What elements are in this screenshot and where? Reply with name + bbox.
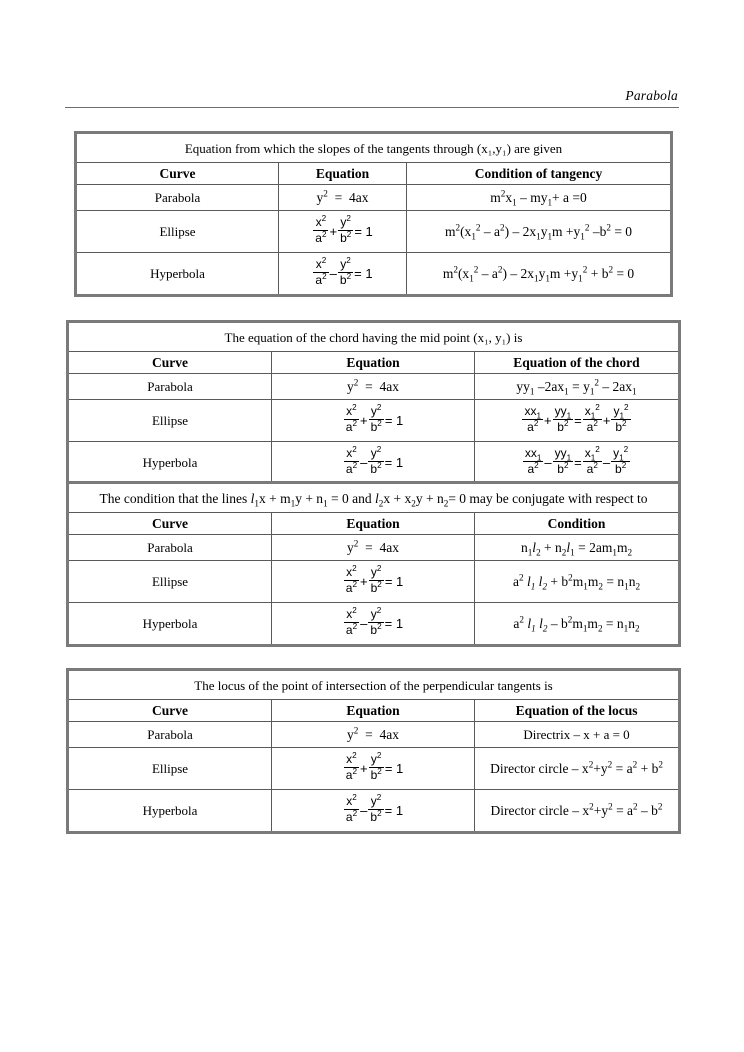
- curve-name-parabola: Parabola: [68, 535, 272, 561]
- table-header-row: [68, 352, 680, 374]
- column-header-chord: Equation of the chord: [475, 352, 680, 374]
- table-row: [76, 253, 672, 296]
- table-banner: The equation of the chord having the mid point (x₁, y₁) is: [68, 322, 680, 352]
- curve-name-hyperbola: Hyperbola: [68, 603, 272, 646]
- table-banner: The condition that the lines $l_1x + m_1y + n_1 = 0$ and $l_2x + x_2y + n_2= 0$ may be conjugate with respect to: [68, 483, 680, 513]
- curve-name-parabola: Parabola: [76, 185, 279, 211]
- chord-parabola: $yy_1$ $-2ax_1 = y_1^2 - 2ax_1$: [475, 374, 680, 400]
- perpendicular-tangents-locus-table: [66, 668, 681, 834]
- locus-hyperbola: Director circle – $x^2+y^2 = a^2 - b^2$: [475, 790, 680, 833]
- curve-name-hyperbola: Hyperbola: [68, 442, 272, 485]
- column-header-equation: Equation: [272, 513, 475, 535]
- equation-hyperbola: $\frac{x^2}{a^2}$ – $\frac{y^2}{b^2}$ = 1: [272, 790, 475, 833]
- curve-name-parabola: Parabola: [68, 722, 272, 748]
- table-banner-row: [76, 133, 672, 163]
- curve-name-ellipse: Ellipse: [76, 211, 279, 253]
- table-row: [68, 374, 680, 400]
- table-header-row: [68, 700, 680, 722]
- condition-hyperbola: $m^2(x_1^2 - a^2) - 2x_1y_1m +y_1^2 + b^2 = 0$: [407, 253, 672, 296]
- header-divider-rule: [65, 107, 679, 108]
- equation-hyperbola: $\frac{x^2}{a^2}$ – $\frac{y^2}{b^2}$ = 1: [272, 442, 475, 485]
- column-header-condition: Condition of tangency: [407, 163, 672, 185]
- equation-ellipse: $\frac{x^2}{a^2}$ + $\frac{y^2}{b^2}$ = 1: [272, 748, 475, 790]
- table-row: [76, 185, 672, 211]
- header-chapter-title: Parabola: [625, 88, 678, 103]
- condition-ellipse: $a^2$ $l_1$ $l_2 + b^2m_1m_2 = n_1n_2$: [475, 561, 680, 603]
- column-header-equation: Equation: [279, 163, 407, 185]
- condition-ellipse: $m^2(x_1^2 - a^2) - 2x_1y_1m +y_1^2$ $-b^2 = 0$: [407, 211, 672, 253]
- column-header-equation: Equation: [272, 700, 475, 722]
- equation-ellipse: $\frac{x^2}{a^2}$ + $\frac{y^2}{b^2}$ = 1: [272, 400, 475, 442]
- curve-name-ellipse: Ellipse: [68, 748, 272, 790]
- locus-ellipse: Director circle – $x^2+y^2 = a^2 + b^2$: [475, 748, 680, 790]
- table-banner-row: [68, 670, 680, 700]
- curve-name-parabola: Parabola: [68, 374, 272, 400]
- table-row: [68, 603, 680, 646]
- chord-ellipse: $\frac{xx_1}{a^2}$ + $\frac{yy_1}{b^2}$ = $\frac{x_1^2}{a^2}$ + $\frac{y_1^2}{b^2}$: [475, 400, 680, 442]
- tangent-slopes-table: [74, 131, 673, 297]
- table-banner: The locus of the point of intersection of the perpendicular tangents is: [68, 670, 680, 700]
- equation-parabola: $y^2 = 4ax$: [272, 535, 475, 561]
- column-header-locus: Equation of the locus: [475, 700, 680, 722]
- curve-name-hyperbola: Hyperbola: [68, 790, 272, 833]
- column-header-curve: Curve: [68, 700, 272, 722]
- column-header-equation: Equation: [272, 352, 475, 374]
- equation-ellipse: $\frac{x^2}{a^2}$ + $\frac{y^2}{b^2}$ = 1: [279, 211, 407, 253]
- equation-hyperbola: $\frac{x^2}{a^2}$ – $\frac{y^2}{b^2}$ = 1: [279, 253, 407, 296]
- table-row: [76, 211, 672, 253]
- curve-name-ellipse: Ellipse: [68, 561, 272, 603]
- locus-parabola: Directrix – x + a = 0: [475, 722, 680, 748]
- table-banner-row: [68, 483, 680, 513]
- chord-hyperbola: $\frac{xx_1}{a^2}$ – $\frac{yy_1}{b^2}$ = $\frac{x_1^2}{a^2}$ – $\frac{y_1^2}{b^2}$: [475, 442, 680, 485]
- condition-parabola: $m^2x_1 - my_1+ a =0$: [407, 185, 672, 211]
- table-header-row: [76, 163, 672, 185]
- table-row: [68, 442, 680, 485]
- table-banner-row: [68, 322, 680, 352]
- equation-parabola: $y^2 = 4ax$: [272, 374, 475, 400]
- table-row: [68, 748, 680, 790]
- table-row: [68, 535, 680, 561]
- table-header-row: [68, 513, 680, 535]
- equation-parabola: $y^2 = 4ax$: [279, 185, 407, 211]
- column-header-curve: Curve: [68, 513, 272, 535]
- equation-hyperbola: $\frac{x^2}{a^2}$ – $\frac{y^2}{b^2}$ = 1: [272, 603, 475, 646]
- column-header-curve: Curve: [68, 352, 272, 374]
- table-row: [68, 722, 680, 748]
- table-row: [68, 561, 680, 603]
- condition-hyperbola: $a^2$ $l_1$ $l_2 - b^2m_1m_2 = n_1n_2$: [475, 603, 680, 646]
- table-row: [68, 400, 680, 442]
- equation-parabola: $y^2 = 4ax$: [272, 722, 475, 748]
- condition-parabola: $n_1l_2 + n_2l_1 = 2am_1m_2$: [475, 535, 680, 561]
- table-row: [68, 790, 680, 833]
- table-banner: Equation from which the slopes of the tangents through (x₁,y₁) are given: [76, 133, 672, 163]
- conjugate-lines-table: [66, 481, 681, 647]
- chord-midpoint-table: [66, 320, 681, 486]
- curve-name-ellipse: Ellipse: [68, 400, 272, 442]
- column-header-condition: Condition: [475, 513, 680, 535]
- curve-name-hyperbola: Hyperbola: [76, 253, 279, 296]
- page-header: [65, 88, 679, 108]
- equation-ellipse: $\frac{x^2}{a^2}$ + $\frac{y^2}{b^2}$ = 1: [272, 561, 475, 603]
- column-header-curve: Curve: [76, 163, 279, 185]
